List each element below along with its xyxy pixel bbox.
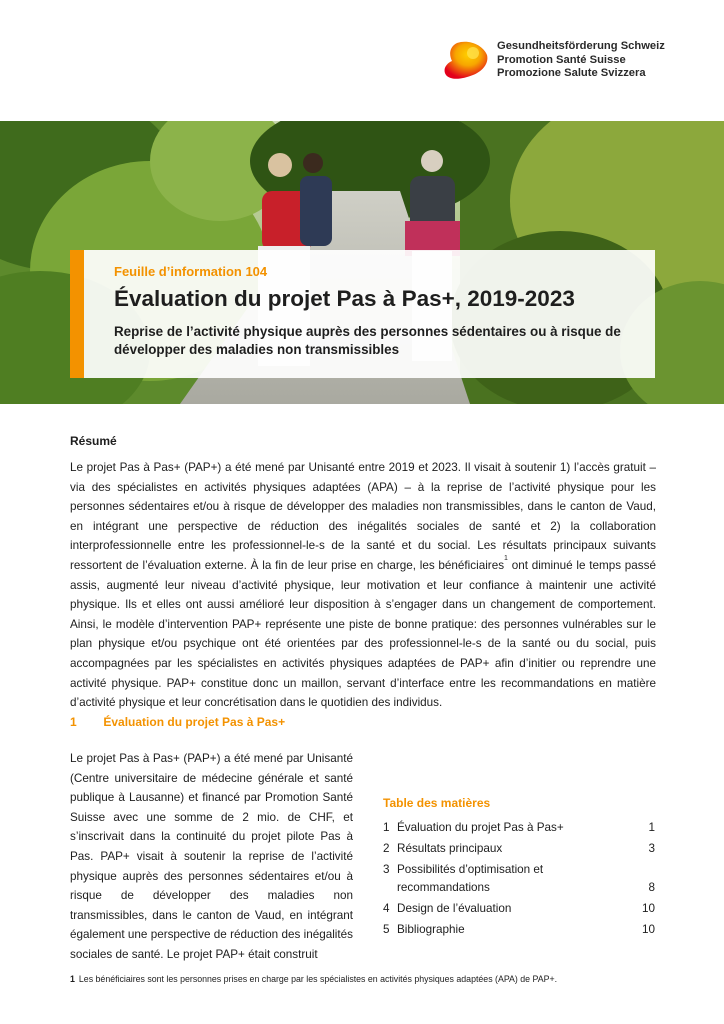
factsheet-number: Feuille d’information 104 xyxy=(114,264,268,279)
toc-item-page: 3 xyxy=(648,842,655,855)
toc-item-number: 1 xyxy=(383,821,390,834)
toc-item-number: 2 xyxy=(383,842,390,855)
section-1-number: 1 xyxy=(70,715,77,729)
page-subtitle: Reprise de l’activité physique auprès des personnes sédentaires ou à risque de développer des maladies non transmissibles xyxy=(114,324,621,357)
table-of-contents xyxy=(383,796,655,942)
summary-text-part-2: ont diminué le temps passé assis, augmenté leur niveau d’activité physique, leur motivation et leur confiance à maintenir une activité physique. Ils et elles ont aussi amélioré leur disposition à s’engager dans un changement de comportement. Ainsi, le modèle d’intervention PAP+ représente une piste de bonne pratique: des personnes vulnérables sur le plan physique et/ou psychique ont été orientées par des professionnel-le-s de la santé ou du social, puis accompagnées par les spécialistes en activités physiques adaptées de PAP+ afin d’initier ou reprendre une activité physique. PAP+ constitue donc un maillon, servant d’interface entre les recommandations en matière d’activité physique et leur concrétisation dans le quotidien des individus. xyxy=(70,558,656,710)
toc-item[interactable] xyxy=(383,840,655,858)
toc-item-label: Design de l’évaluation xyxy=(397,901,512,915)
toc-item[interactable] xyxy=(383,921,655,939)
toc-item-label: Évaluation du projet Pas à Pas+ xyxy=(397,821,564,834)
flame-logo-icon xyxy=(443,39,489,81)
toc-item-label: Possibilités d’optimisation et recommandations xyxy=(397,863,544,894)
toc-title: Table des matières xyxy=(383,796,491,810)
summary-text-part-1: Le projet Pas à Pas+ (PAP+) a été mené par Unisanté entre 2019 et 2023. Il visait à soutenir 1) l’accès gratuit – via des spécialistes en activités physiques adaptées (APA) – à la reprise de l’activité physique pour les personnes sédentaires et/ou à risque de développer des maladies non transmissibles, dans le canton de Vaud, en intégrant une perspective de réduction des inégalités sociales de santé et 2) la collaboration interprofessionnelle entre les professionnel-le-s de la santé et du social. Les résultats principaux suivants ressortent de l’évaluation externe. À la fin de leur prise en charge, les bénéficiaires xyxy=(70,461,656,572)
toc-item-label: Bibliographie xyxy=(397,922,465,936)
org-name-fr: Promotion Santé Suisse xyxy=(497,53,626,66)
toc-item-page: 10 xyxy=(641,922,655,936)
toc-item[interactable] xyxy=(383,900,655,918)
toc-item[interactable] xyxy=(383,819,655,837)
page-title: Évaluation du projet Pas à Pas+, 2019-2023 xyxy=(114,286,575,311)
toc-item-number: 4 xyxy=(383,901,390,915)
section-1-paragraph: Le projet Pas à Pas+ (PAP+) a été mené par Unisanté (Centre universitaire de médecine générale et santé publique à Lausanne) et financé par Promotion Santé Suisse avec une somme de 2 mio. de CHF, et s’inscrivait dans la continuité du projet pilote Pas à Pas. PAP+ visait à soutenir la reprise de l’activité physique auprès des personnes sédentaires et/ou à risque de développer des maladies non transmissibles, dans le canton de Vaud, en intégrant également une perspective de réduction des inégalités sociales de santé. Le projet PAP+ était construit xyxy=(70,752,353,961)
section-1-heading xyxy=(70,715,285,729)
toc-item[interactable] xyxy=(383,861,655,896)
toc-item-label: Résultats principaux xyxy=(397,842,503,855)
section-1-title: Évaluation du projet Pas à Pas+ xyxy=(103,715,286,729)
toc-item-number: 5 xyxy=(383,922,390,936)
summary-paragraph xyxy=(70,458,656,713)
org-name-de: Gesundheitsförderung Schweiz xyxy=(497,40,665,52)
toc-item-page: 8 xyxy=(648,880,655,894)
title-panel xyxy=(70,250,655,378)
footnote-text: Les bénéficiaires sont les personnes prises en charge par les spécialistes en activités physiques adaptées (APA) de PAP+. xyxy=(78,974,558,984)
footnote-number: 1 xyxy=(70,974,75,984)
organization-names xyxy=(497,40,665,81)
org-name-it: Promozione Salute Svizzera xyxy=(497,67,646,80)
footnote-reference[interactable]: 1 xyxy=(504,554,508,562)
toc-item-page: 1 xyxy=(648,821,655,834)
footnote xyxy=(70,974,557,984)
toc-item-number: 3 xyxy=(383,863,390,876)
toc-item-page: 10 xyxy=(641,901,655,915)
summary-heading: Résumé xyxy=(70,434,117,448)
